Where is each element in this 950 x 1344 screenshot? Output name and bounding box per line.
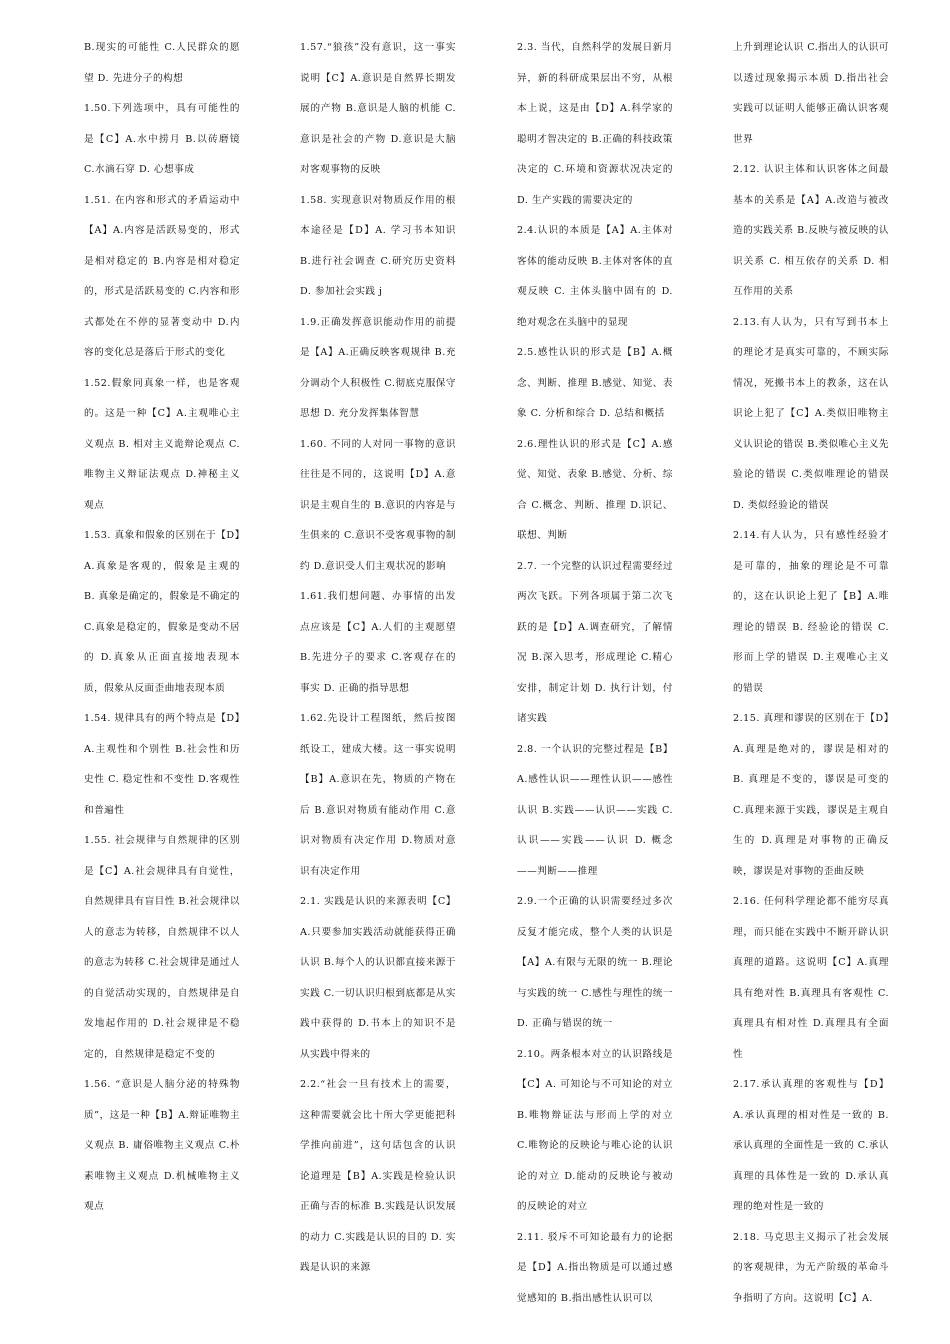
paragraph: 1.52.假象同真象一样，也是客观的。这是一种【C】A.主观唯心主义观点 B. 相对主义诡辩论观点 C.唯物主义辩证法观点 D.神秘主义观点 bbox=[84, 377, 240, 511]
text-column-3 bbox=[517, 33, 673, 1314]
paragraph: 2.14.有人认为，只有感性经验才是可靠的，抽象的理论是不可靠的，这在认识论上犯了【B】A.唯理论的错误 B. 经验论的错误 C. 形而上学的错误 D.主观唯心主义的错误 bbox=[733, 530, 889, 694]
paragraph: 2.10。两条根本对立的认识路线是【C】A. 可知论与不可知论的对立 B.唯物辩证法与形而上学的对立 C.唯物论的反映论与唯心论的认识论的对立 D.能动的反映论与被动的反映论的对立 bbox=[517, 1048, 673, 1212]
paragraph: 1.60. 不同的人对同一事物的意识往往是不同的，这说明【D】A.意识是主观自生的 B.意识的内容是与生俱来的 C.意识不受客观事物的制约 D.意识受人们主观状况的影响 bbox=[300, 438, 456, 572]
paragraph: 2.2.“社会一旦有技术上的需要，这种需要就会比十所大学更能把科学推向前进”，这句话包含的认识论道理是【B】A.实践是检验认识正确与否的标准 B.实践是认识发展的动力 C.实践是认识的目的 D. 实践是认识的来源 bbox=[300, 1079, 456, 1273]
paragraph: B.现实的可能性 C.人民群众的愿望 D. 先进分子的构想 bbox=[84, 42, 240, 84]
paragraph: 2.4.认识的本质是【A】A.主体对客体的能动反映 B.主体对客体的直观反映 C. 主体头脑中固有的 D. 绝对观念在头脑中的显现 bbox=[517, 225, 673, 328]
paragraph: 2.6.理性认识的形式是【C】A.感觉、知觉、表象 B.感觉、分析、综合 C.概念、判断、推理 D.识记、联想、判断 bbox=[517, 438, 673, 541]
text-column-2 bbox=[300, 33, 456, 1284]
paragraph: 1.54. 规律具有的两个特点是【D】A.主观性和个别性 B.社会性和历史性 C. 稳定性和不变性 D.客观性和普遍性 bbox=[84, 713, 240, 816]
paragraph: 2.3. 当代，自然科学的发展日新月异，新的科研成果层出不穷，从根本上说，这是由【D】A.科学家的聪明才智决定的 B.正确的科技政策决定的 C.环境和资源状况决定的 D. 生产实践的需要决定的 bbox=[517, 42, 673, 206]
paragraph: 上升到理论认识 C.指出人的认识可以透过现象揭示本质 D.指出社会实践可以证明人能够正确认识客观世界 bbox=[733, 42, 889, 145]
paragraph: 2.9.一个正确的认识需要经过多次反复才能完成，整个人类的认识是【A】A.有限与无限的统一 B.理论与实践的统一 C.感性与理性的统一 D. 正确与错误的统一 bbox=[517, 896, 673, 1029]
paragraph: 1.53. 真象和假象的区别在于【D】A.真象是客观的，假象是主观的 B. 真象是确定的，假象是不确定的 C.真象是稳定的，假象是变动不居的 D.真象从正面直接地表现本质，假象从反面歪曲地表现本质 bbox=[84, 530, 240, 694]
paragraph: 2.1. 实践是认识的来源表明【C】A.只要参加实践活动就能获得正确认识 B.每个人的认识都直接来源于实践 C.一切认识归根到底都是从实践中获得的 D.书本上的知识不是从实践中得来的 bbox=[300, 896, 456, 1060]
paragraph: 1.50.下列选项中，具有可能性的是【C】A.水中捞月 B.以砖磨镜 C.水滴石穿 D. 心想事成 bbox=[84, 103, 240, 175]
paragraph: 2.15. 真理和谬误的区别在于【D】A.真理是绝对的，谬误是相对的 B. 真理是不变的，谬误是可变的 C.真理来源于实践，谬误是主观自生的 D.真理是对事物的正确反映，谬误是对事物的歪曲反映 bbox=[733, 713, 889, 877]
paragraph: 1.62.先设计工程图纸，然后按图纸设工，建成大楼。这一事实说明【B】A.意识在先，物质的产物在后 B.意识对物质有能动作用 C.意识对物质有决定作用 D.物质对意识有决定作用 bbox=[300, 713, 456, 877]
paragraph: 2.5.感性认识的形式是【B】A.概念、判断、推理 B.感觉、知觉、表象 C. 分析和综合 D. 总结和概括 bbox=[517, 347, 673, 419]
paragraph: 1.9.正确发挥意识能动作用的前提是【A】A.正确反映客观规律 B.充分调动个人积极性 C.彻底克服保守思想 D. 充分发挥集体智慧 bbox=[300, 316, 456, 419]
paragraph: 1.56. “意识是人脑分泌的特殊物质”，这是一种【B】A.辩证唯物主义观点 B. 庸俗唯物主义观点 C.朴素唯物主义观点 D.机械唯物主义观点 bbox=[84, 1079, 240, 1212]
text-column-4 bbox=[733, 33, 889, 1314]
paragraph: 2.8. 一个认识的完整过程是【B】A.感性认识——理性认识——感性认识 B.实践——认识——实践 C. 认识——实践——认识 D. 概念——判断——推理 bbox=[517, 743, 673, 877]
paragraph: 1.55. 社会规律与自然规律的区别是【C】A.社会规律具有自觉性，自然规律具有盲目性 B.社会规律以人的意志为转移，自然规律不以人的意志为转移 C.社会规律是通过人的自觉活动实现的，自然规律是自发地起作用的 D.社会规律是不稳定的，自然规律是稳定不变的 bbox=[84, 835, 240, 1060]
paragraph: 1.57.“狼孩”没有意识，这一事实说明【C】A.意识是自然界长期发展的产物 B.意识是人脑的机能 C.意识是社会的产物 D.意识是大脑对客观事物的反映 bbox=[300, 42, 456, 175]
paragraph: 2.17.承认真理的客观性与【D】A.承认真理的相对性是一致的 B.承认真理的全面性是一致的 C.承认真理的具体性是一致的 D.承认真理的绝对性是一致的 bbox=[733, 1079, 889, 1212]
paragraph: 1.51. 在内容和形式的矛盾运动中【A】A.内容是活跃易变的，形式是相对稳定的 B.内容是相对稳定的，形式是活跃易变的 C.内容和形式都处在不停的显著变动中 D.内容的变化总是落后于形式的变化 bbox=[84, 194, 240, 358]
paragraph: 2.7. 一个完整的认识过程需要经过两次飞跃。下列各项属于第二次飞跃的是【D】A.调查研究，了解情况 B.深入思考，形成理论 C.精心安排，制定计划 D. 执行计划，付诸实践 bbox=[517, 560, 673, 724]
text-column-1 bbox=[84, 33, 240, 1223]
paragraph: 2.11. 驳斥不可知论最有力的论据是【D】A.指出物质是可以通过感觉感知的 B.指出感性认识可以 bbox=[517, 1231, 673, 1304]
paragraph: 2.13.有人认为，只有写到书本上的理论才是真实可靠的，不顾实际情况，死搬书本上的教条，这在认识论上犯了【C】A.类似旧唯物主义认识论的错误 B.类似唯心主义先验论的错误 C.类似唯理论的错误 D. 类似经验论的错误 bbox=[733, 316, 889, 511]
paragraph: 2.16. 任何科学理论都不能穷尽真理，而只能在实践中不断开辟认识真理的道路。这说明【C】A.真理具有绝对性 B.真理具有客观性 C.真理具有相对性 D.真理具有全面性 bbox=[733, 896, 889, 1060]
paragraph: 2.18. 马克思主义揭示了社会发展的客观规律，为无产阶级的革命斗争指明了方向。这说明【C】A. bbox=[733, 1231, 889, 1304]
paragraph: 2.12. 认识主体和认识客体之间最基本的关系是【A】A.改造与被改造的实践关系 B.反映与被反映的认识关系 C. 相互依存的关系 D. 相互作用的关系 bbox=[733, 164, 889, 297]
paragraph: 1.58. 实现意识对物质反作用的根本途径是【D】A. 学习书本知识 B.进行社会调查 C.研究历史资料 D. 参加社会实践 j bbox=[300, 194, 456, 297]
paragraph: 1.61.我们想问题、办事情的出发点应该是【C】A.人们的主观愿望 B.先进分子的要求 C.客观存在的事实 D. 正确的指导思想 bbox=[300, 591, 456, 694]
